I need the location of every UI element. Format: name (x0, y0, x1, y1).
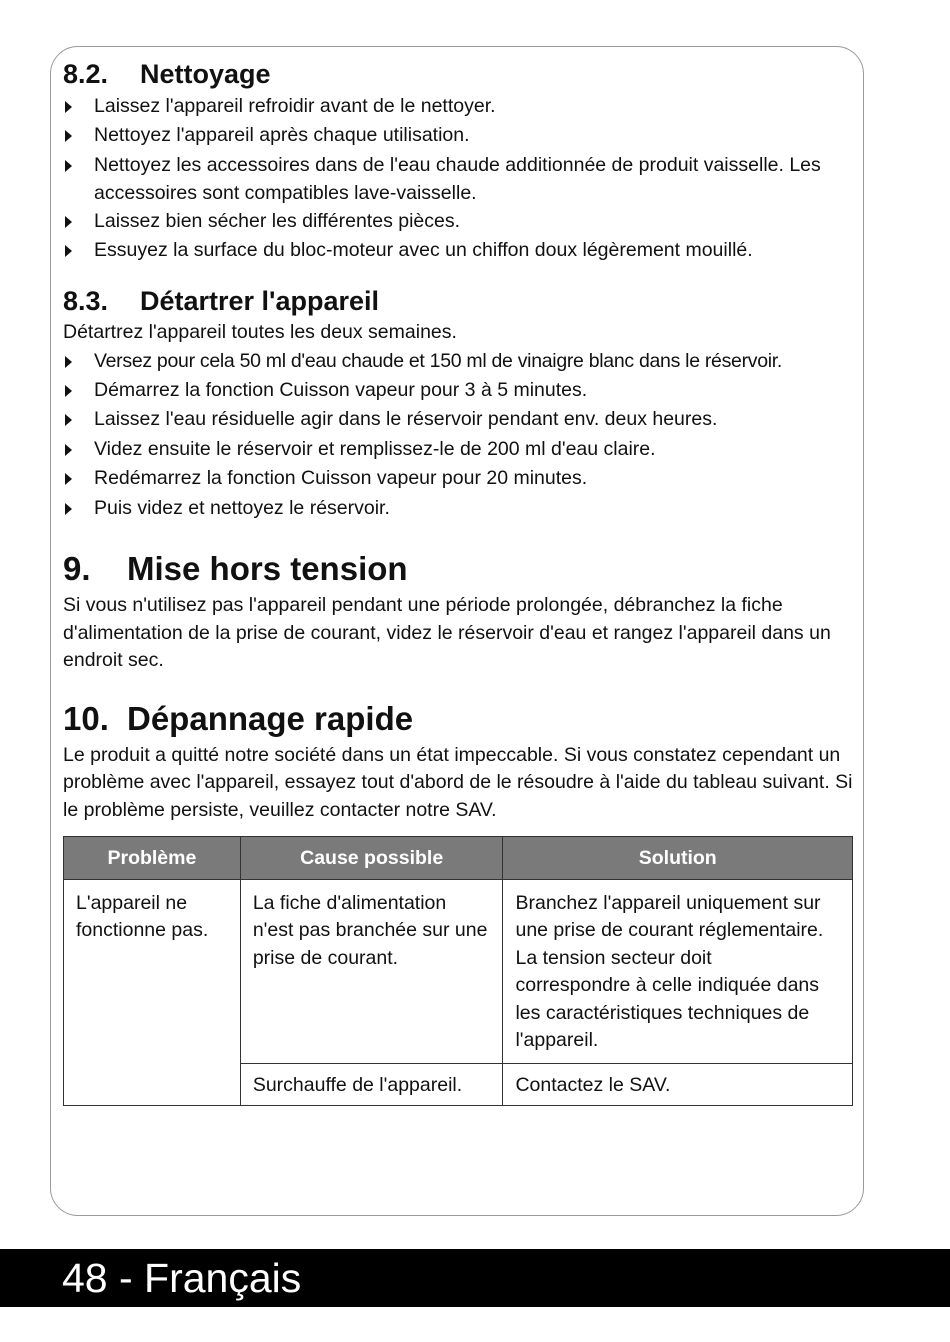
list-item: Versez pour cela 50 ml d'eau chaude et 150 ml de vinaigre blanc dans le réservoir. (63, 347, 853, 376)
list-item: Laissez bien sécher les différentes pièces. (63, 207, 853, 236)
list-item: Videz ensuite le réservoir et remplissez-le de 200 ml d'eau claire. (63, 435, 853, 464)
page-content (63, 56, 853, 1106)
cause-cell: Surchauffe de l'appareil. (240, 1063, 503, 1105)
list-item: Laissez l'eau résiduelle agir dans le réservoir pendant env. deux heures. (63, 405, 853, 434)
table-row (64, 880, 853, 1063)
solution-cell: Branchez l'appareil uniquement sur une prise de courant réglementaire. La tension secteur doit correspondre à celle indiquée dans les caractéristiques techniques de l'appareil. (503, 880, 853, 1063)
arrow-bullet-icon (65, 473, 72, 485)
section-number: 8.3. (63, 285, 109, 316)
column-header-problem: Problème (64, 837, 241, 880)
cause-cell: La fiche d'alimentation n'est pas branchée sur une prise de courant. (240, 880, 503, 1063)
problem-cell: L'appareil ne fonctionne pas. (64, 880, 241, 1106)
list-item: Nettoyez l'appareil après chaque utilisation. (63, 121, 853, 150)
arrow-bullet-icon (65, 216, 72, 228)
column-header-cause: Cause possible (240, 837, 503, 880)
list-item: Essuyez la surface du bloc-moteur avec un chiffon doux légèrement mouillé. (63, 236, 853, 265)
page-footer (0, 1249, 950, 1307)
section-number: 9. (63, 550, 91, 588)
list-item: Laissez l'appareil refroidir avant de le nettoyer. (63, 92, 853, 121)
troubleshooting-intro: Le produit a quitté notre société dans un état impeccable. Si vous constatez cependant un problème avec l'appareil, essayez tout d'abord de le résoudre à l'aide du tableau suivant. Si le problème persiste, veuillez contacter notre SAV. (63, 743, 853, 821)
arrow-bullet-icon (65, 160, 72, 172)
arrow-bullet-icon (65, 385, 72, 397)
section-number: 8.2. (63, 59, 109, 89)
troubleshooting-table (63, 836, 853, 1106)
arrow-bullet-icon (65, 101, 72, 113)
arrow-bullet-icon (65, 356, 72, 368)
page-number-language: 48 - Français (62, 1255, 302, 1301)
cleaning-list (63, 92, 853, 266)
arrow-bullet-icon (65, 130, 72, 142)
arrow-bullet-icon (65, 444, 72, 456)
section-title: Dépannage rapide (127, 699, 414, 737)
arrow-bullet-icon (65, 503, 72, 515)
section-title: Détartrer l'appareil (140, 285, 380, 316)
descaling-list (63, 347, 853, 523)
section-8-3-heading (63, 283, 853, 319)
solution-cell: Contactez le SAV. (503, 1063, 853, 1105)
arrow-bullet-icon (65, 414, 72, 426)
list-item: Redémarrez la fonction Cuisson vapeur pour 20 minutes. (63, 464, 853, 493)
list-item: Nettoyez les accessoires dans de l'eau chaude additionnée de produit vaisselle. Les accessoires sont compatibles lave-vaisselle. (63, 151, 853, 207)
descaling-intro: Détartrez l'appareil toutes les deux semaines. (63, 320, 457, 343)
section-8-2-heading (63, 56, 853, 92)
section-title: Nettoyage (140, 59, 271, 89)
arrow-bullet-icon (65, 245, 72, 257)
section-9-heading (63, 547, 853, 591)
table-header-row (64, 837, 853, 880)
list-item: Puis videz et nettoyez le réservoir. (63, 494, 853, 523)
list-item: Démarrez la fonction Cuisson vapeur pour 3 à 5 minutes. (63, 376, 853, 405)
section-10-heading (63, 697, 853, 741)
section-title: Mise hors tension (127, 550, 408, 588)
section-number: 10. (63, 699, 109, 737)
column-header-solution: Solution (503, 837, 853, 880)
power-off-text: Si vous n'utilisez pas l'appareil pendant une période prolongée, débranchez la fiche d'alimentation de la prise de courant, videz le réservoir d'eau et rangez l'appareil dans un endroit sec. (63, 594, 831, 672)
